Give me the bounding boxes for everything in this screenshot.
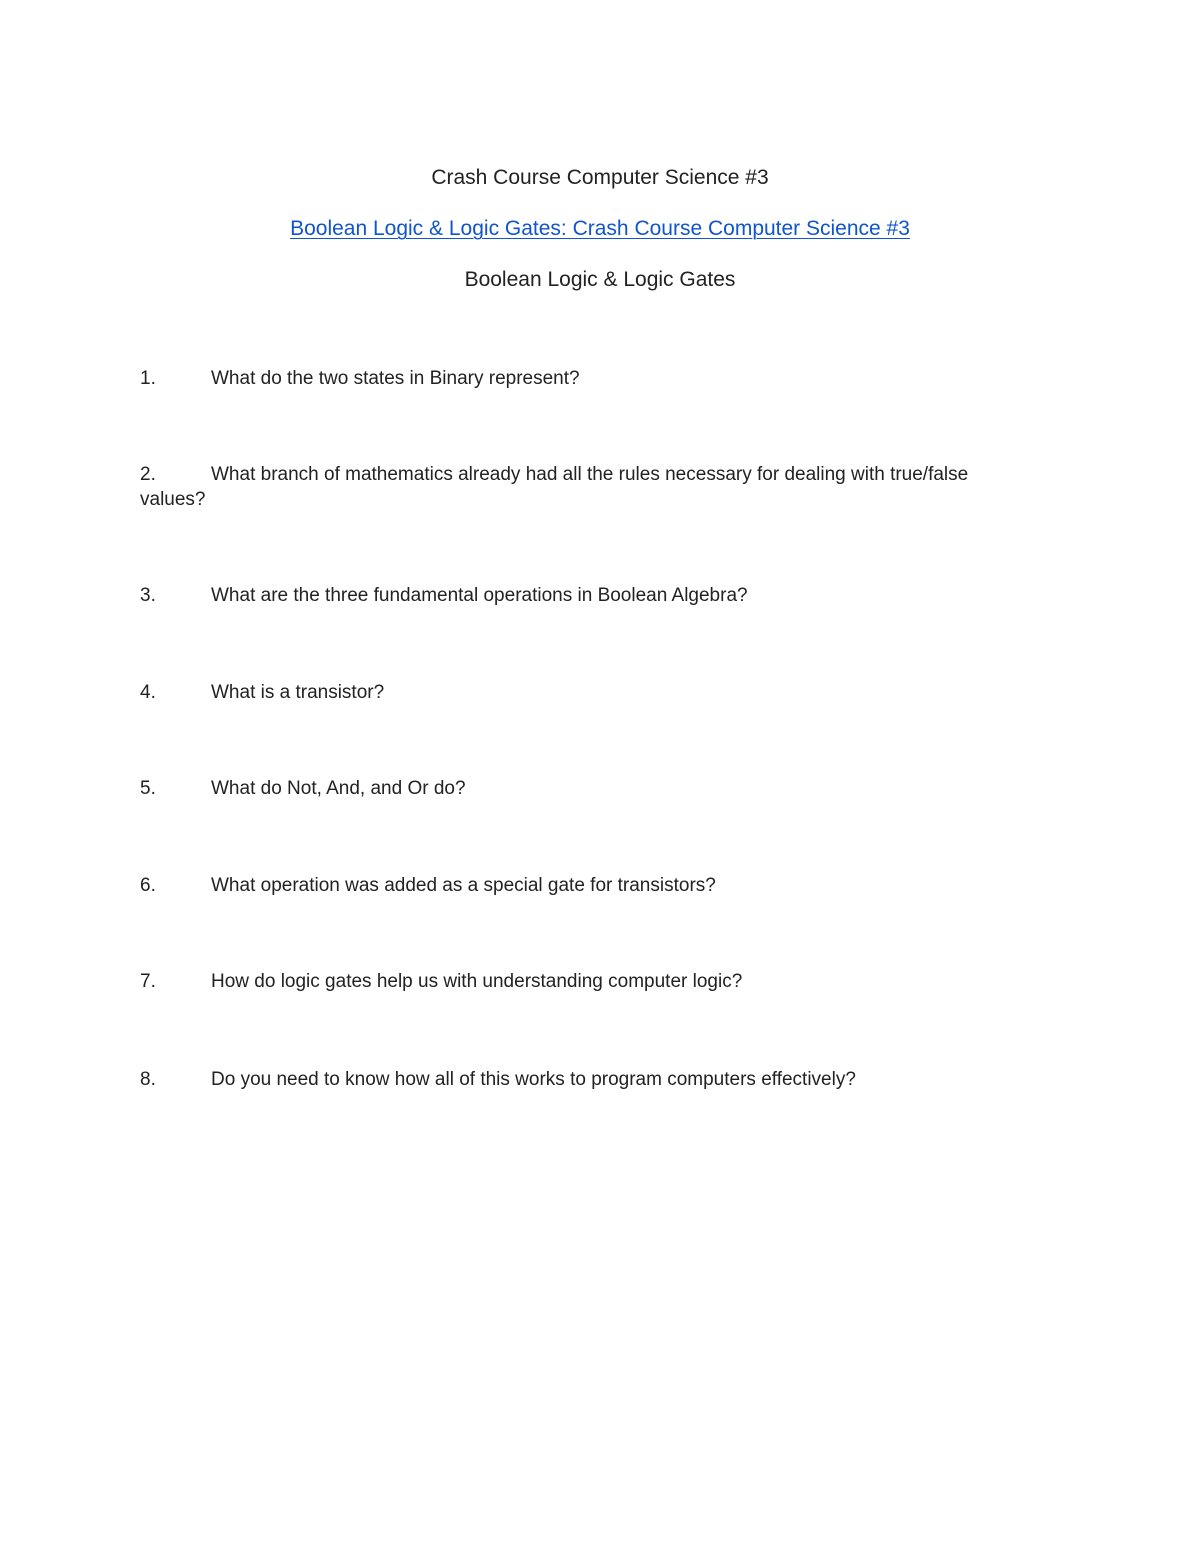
question-1 (140, 366, 1000, 391)
question-4 (140, 680, 1000, 705)
question-7 (140, 969, 1000, 994)
question-5 (140, 776, 1000, 801)
question-number: 1. (140, 368, 156, 389)
document-title: Crash Course Computer Science #3 (431, 166, 769, 189)
question-text: What are the three fundamental operations in Boolean Algebra? (211, 585, 748, 606)
question-text: What do Not, And, and Or do? (211, 778, 466, 799)
question-number: 4. (140, 682, 156, 703)
question-number: 3. (140, 585, 156, 606)
question-text: How do logic gates help us with understanding computer logic? (211, 971, 743, 992)
question-text: What do the two states in Binary represent? (211, 368, 580, 389)
question-text: What is a transistor? (211, 682, 385, 703)
question-number: 7. (140, 971, 156, 992)
question-3 (140, 583, 1000, 608)
question-text: What branch of mathematics already had all the rules necessary for dealing with true/false values? (140, 464, 969, 510)
question-text: What operation was added as a special gate for transistors? (211, 875, 716, 896)
question-number: 8. (140, 1069, 156, 1090)
question-8 (140, 1067, 1000, 1092)
question-6 (140, 873, 1000, 898)
question-2 (140, 462, 1000, 512)
video-link-line (0, 215, 1200, 243)
question-number: 5. (140, 778, 156, 799)
video-link[interactable]: Boolean Logic & Logic Gates: Crash Course Computer Science #3 (290, 217, 910, 240)
question-text: Do you need to know how all of this works to program computers effectively? (211, 1069, 856, 1090)
question-number: 6. (140, 875, 156, 896)
question-number: 2. (140, 464, 156, 485)
document-subtitle: Boolean Logic & Logic Gates (464, 268, 736, 291)
